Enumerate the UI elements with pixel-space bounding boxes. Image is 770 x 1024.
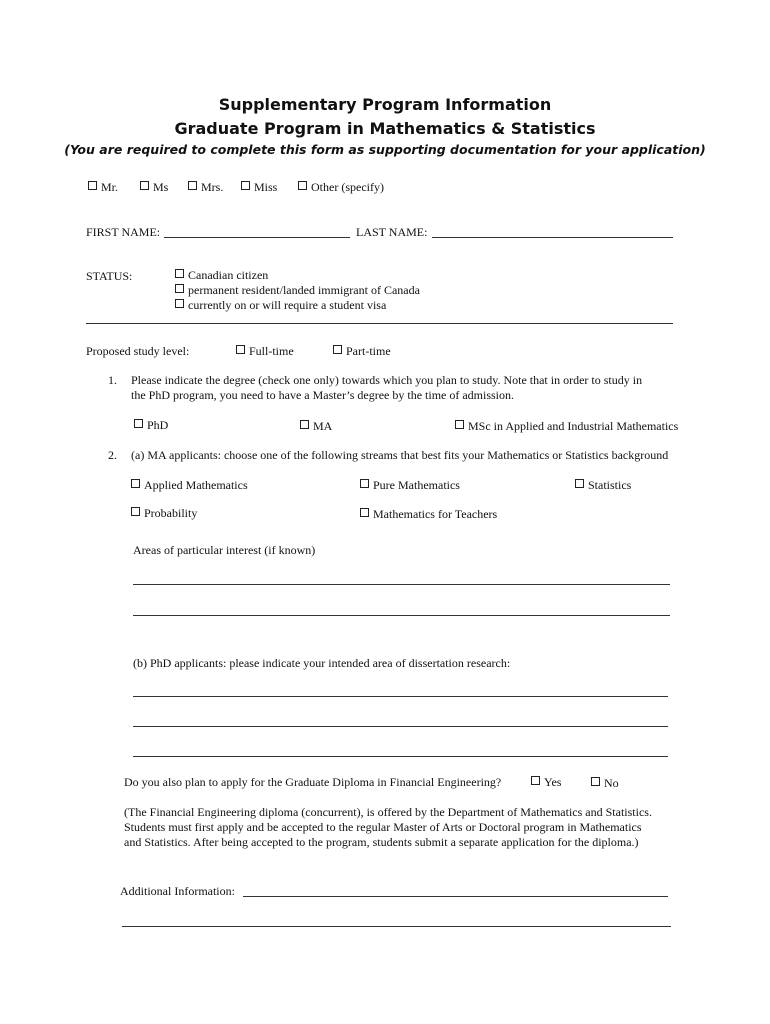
checkbox-icon [236,345,245,354]
stream-math-teachers-checkbox[interactable] [360,507,497,522]
additional-info-label: Additional Information: [120,884,235,898]
question-1-number: 1. [108,373,117,387]
form-title: Supplementary Program Information [218,95,552,114]
checkbox-icon [134,419,143,428]
checkbox-icon [531,776,540,785]
checkbox-icon [360,479,369,488]
status-permanent-resident-label: permanent resident/landed immigrant of Canada [188,283,420,297]
first-name-field[interactable] [164,237,350,238]
checkbox-icon [575,479,584,488]
question-2-number: 2. [108,448,117,462]
stream-pure-math-checkbox[interactable] [360,478,460,493]
checkbox-icon [175,299,184,308]
checkbox-icon [131,507,140,516]
salutation-miss-checkbox[interactable] [241,180,277,195]
checkbox-icon [188,181,197,190]
checkbox-icon [131,479,140,488]
degree-msc-checkbox[interactable] [455,419,678,434]
diploma-no-checkbox[interactable] [591,776,619,791]
question-1-text-continued: the PhD program, you need to have a Master’s degree by the time of admission. [131,388,515,402]
stream-applied-math-label: Applied Mathematics [144,478,248,492]
status-citizen-label: Canadian citizen [188,268,269,282]
form-instructions: (You are required to complete this form as supporting documentation for your application) [64,142,706,157]
question-2a-text: (a) MA applicants: choose one of the following streams that best fits your Mathematics or Statistics background [131,448,669,462]
areas-of-interest-label: Areas of particular interest (if known) [133,543,316,557]
checkbox-icon [175,284,184,293]
degree-ma-label: MA [313,419,333,433]
checkbox-icon [88,181,97,190]
degree-phd-checkbox[interactable] [134,418,168,433]
question-1-text: Please indicate the degree (check one only) towards which you plan to study. Note that in order to study in [131,373,643,387]
stream-probability-checkbox[interactable] [131,506,197,521]
first-name-label: FIRST NAME: [86,225,161,239]
checkbox-icon [455,420,464,429]
stream-statistics-label: Statistics [588,478,632,492]
checkbox-icon [300,420,309,429]
stream-pure-math-label: Pure Mathematics [373,478,460,492]
full-time-checkbox[interactable] [236,344,294,359]
dissertation-area-line-3[interactable] [133,756,668,757]
salutation-other-checkbox[interactable] [298,180,384,195]
stream-statistics-checkbox[interactable] [575,478,631,493]
diploma-note-line-3: and Statistics. After being accepted to the program, students submit a separate application for the diploma.) [124,835,639,849]
diploma-note-line-1: (The Financial Engineering diploma (concurrent), is offered by the Department of Mathematics and Statistics. [124,805,652,819]
checkbox-icon [333,345,342,354]
dissertation-area-line-2[interactable] [133,726,668,727]
part-time-label: Part-time [346,344,391,358]
checkbox-icon [360,508,369,517]
degree-phd-label: PhD [147,418,169,432]
full-time-label: Full-time [249,344,294,358]
diploma-no-label: No [604,776,619,790]
status-permanent-resident-checkbox[interactable] [175,283,420,298]
form-title-program: Graduate Program in Mathematics & Statistics [174,119,596,138]
checkbox-icon [140,181,149,190]
salutation-ms-label: Ms [153,180,169,194]
salutation-ms-checkbox[interactable] [140,180,168,195]
stream-math-teachers-label: Mathematics for Teachers [373,507,498,521]
stream-applied-math-checkbox[interactable] [131,478,248,493]
additional-info-line-2[interactable] [122,926,671,927]
checkbox-icon [241,181,250,190]
checkbox-icon [591,777,600,786]
last-name-field[interactable] [432,237,673,238]
status-label: STATUS: [86,269,133,283]
part-time-checkbox[interactable] [333,344,391,359]
degree-ma-checkbox[interactable] [300,419,332,434]
salutation-mr-label: Mr. [101,180,119,194]
stream-probability-label: Probability [144,506,198,520]
salutation-mrs-checkbox[interactable] [188,180,223,195]
status-citizen-checkbox[interactable] [175,268,268,283]
salutation-miss-label: Miss [254,180,278,194]
salutation-other-label: Other (specify) [311,180,384,194]
checkbox-icon [298,181,307,190]
last-name-label: LAST NAME: [356,225,428,239]
diploma-note-line-2: Students must first apply and be accepted to the regular Master of Arts or Doctoral program in Mathematics [124,820,642,834]
additional-info-line-1[interactable] [243,896,668,897]
degree-msc-label: MSc in Applied and Industrial Mathematics [468,419,679,433]
section-divider [86,323,673,324]
areas-of-interest-line-2[interactable] [133,615,670,616]
status-student-visa-checkbox[interactable] [175,298,386,313]
dissertation-area-line-1[interactable] [133,696,668,697]
diploma-yes-label: Yes [544,775,562,789]
salutation-mr-checkbox[interactable] [88,180,118,195]
salutation-mrs-label: Mrs. [201,180,224,194]
diploma-yes-checkbox[interactable] [531,775,561,790]
diploma-question: Do you also plan to apply for the Graduate Diploma in Financial Engineering? [124,775,502,789]
status-student-visa-label: currently on or will require a student visa [188,298,387,312]
checkbox-icon [175,269,184,278]
question-2b-text: (b) PhD applicants: please indicate your intended area of dissertation research: [133,656,511,670]
areas-of-interest-line-1[interactable] [133,584,670,585]
study-level-label: Proposed study level: [86,344,190,358]
